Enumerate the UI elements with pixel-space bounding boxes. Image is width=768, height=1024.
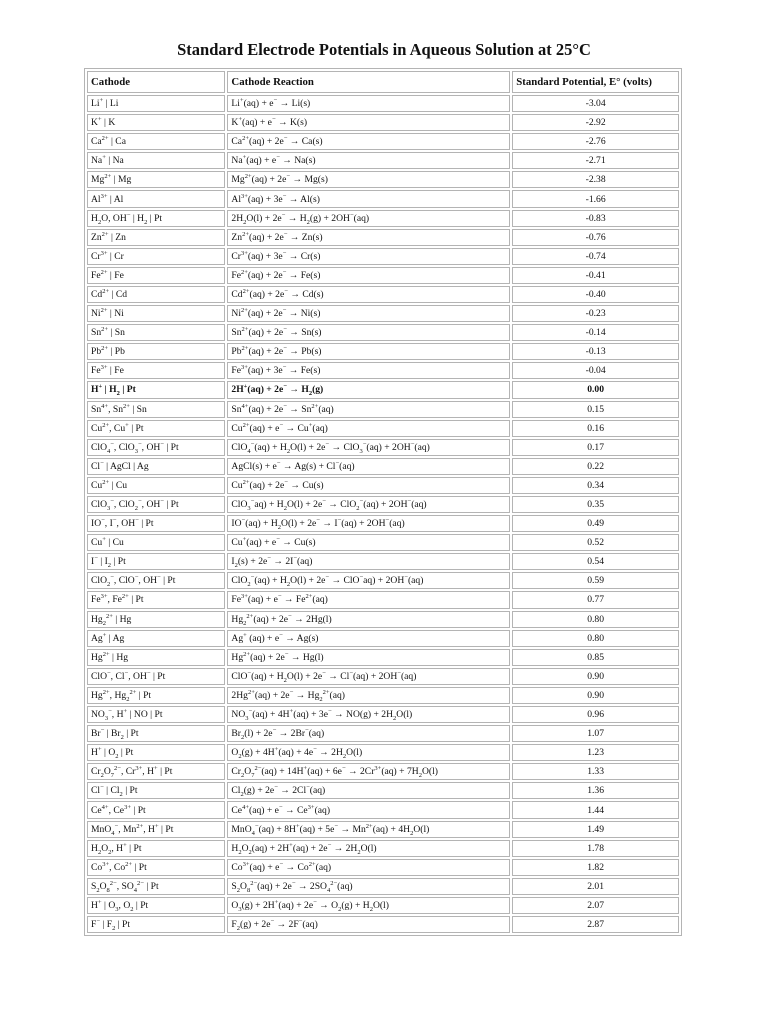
cell-cathode-reaction: $Cl_2(g) + 2e^- \to 2Cl^-(aq)$ — [227, 782, 510, 799]
cell-standard-potential: 0.16 — [512, 420, 679, 437]
table-row — [87, 649, 679, 666]
cell-cathode: $Sn^{2+}$ | Sn — [87, 324, 225, 341]
cell-cathode: Cu+ | Cu — [87, 534, 225, 551]
table-row — [87, 458, 679, 475]
cell-standard-potential: 1.82 — [512, 859, 679, 876]
cell-cathode-reaction: $Mg^{2+}(aq) + 2e^- \to Mg(s)$ — [227, 171, 510, 188]
cell-standard-potential: 1.07 — [512, 725, 679, 742]
cell-cathode: $S_2O_8^{2-}$, $SO_4^{2-}$ | Pt — [87, 878, 225, 895]
table-row — [87, 916, 679, 933]
table-row — [87, 210, 679, 227]
table-row — [87, 286, 679, 303]
cell-cathode: $Cu^{2+}$, Cu+ | Pt — [87, 420, 225, 437]
cell-cathode: $NO_3^-$, H+ | NO | Pt — [87, 706, 225, 723]
cell-standard-potential: 0.34 — [512, 477, 679, 494]
cell-standard-potential: 2.07 — [512, 897, 679, 914]
table-row — [87, 706, 679, 723]
cell-standard-potential: 1.44 — [512, 801, 679, 818]
cell-cathode-reaction: Cu+(aq) + e− → Cu(s) — [227, 534, 510, 551]
cell-standard-potential: 2.87 — [512, 916, 679, 933]
table-row — [87, 190, 679, 207]
cell-cathode-reaction: Na+(aq) + e− → Na(s) — [227, 152, 510, 169]
cell-cathode-reaction: $Cu^{2+}(aq) + e^- \to Cu^+(aq)$ — [227, 420, 510, 437]
cell-cathode: Br− | $Br_2$ | Pt — [87, 725, 225, 742]
cell-cathode-reaction: Li+(aq) + e− → Li(s) — [227, 95, 510, 112]
cell-cathode-reaction: $2H_2O(l) + 2e^- \to H_2(g) + 2OH^-(aq)$ — [227, 210, 510, 227]
cell-standard-potential: 0.80 — [512, 630, 679, 647]
cell-standard-potential: 0.17 — [512, 439, 679, 456]
cell-standard-potential: 1.33 — [512, 763, 679, 780]
table-row — [87, 171, 679, 188]
electrode-potentials-table — [84, 68, 682, 936]
table-row — [87, 420, 679, 437]
cell-cathode-reaction: $Zn^{2+}(aq) + 2e^- \to Zn(s)$ — [227, 229, 510, 246]
cell-cathode: $Cr^{3+}$ | Cr — [87, 248, 225, 265]
cell-cathode: ClO−, Cl−, OH− | Pt — [87, 668, 225, 685]
cell-cathode-reaction: $S_2O_8^{2-}(aq) + 2e^- \to 2SO_4^{2-}(aq)$ — [227, 878, 510, 895]
table-row — [87, 840, 679, 857]
cell-cathode-reaction: $MnO_4^-(aq) + 8H^+(aq) + 5e^- \to Mn^{2+}(aq) + 4H_2O(l)$ — [227, 821, 510, 838]
cell-standard-potential: 0.90 — [512, 687, 679, 704]
cell-cathode: $Hg^{2+}$ | Hg — [87, 649, 225, 666]
cell-cathode-reaction: $Pb^{2+}(aq) + 2e^- \to Pb(s)$ — [227, 343, 510, 360]
cell-cathode: Cl− | $Cl_2$ | Pt — [87, 782, 225, 799]
table-row — [87, 725, 679, 742]
cell-cathode-reaction: $O_3(g) + 2H^+(aq) + 2e^- \to O_2(g) + H_2O(l)$ — [227, 897, 510, 914]
cell-cathode: $Ce^{4+}$, $Ce^{3+}$ | Pt — [87, 801, 225, 818]
cell-cathode: $Fe^{2+}$ | Fe — [87, 267, 225, 284]
cell-cathode-reaction: $Ca^{2+}(aq) + 2e^- \to Ca(s)$ — [227, 133, 510, 150]
table-row — [87, 267, 679, 284]
header-cathode: Cathode — [87, 71, 225, 93]
cell-cathode-reaction: $Ni^{2+}(aq) + 2e^- \to Ni(s)$ — [227, 305, 510, 322]
table-row — [87, 897, 679, 914]
cell-cathode-reaction: Ag+ (aq) + e− → Ag(s) — [227, 630, 510, 647]
cell-cathode-reaction: K+(aq) + e− → K(s) — [227, 114, 510, 131]
cell-cathode: Li+ | Li — [87, 95, 225, 112]
cell-cathode: $Zn^{2+}$ | Zn — [87, 229, 225, 246]
cell-cathode-reaction: $Cr_2O_7^{2-}(aq) + 14H^+(aq) + 6e^- \to 2Cr^{3+}(aq) + 7H_2O(l)$ — [227, 763, 510, 780]
cell-cathode: $Hg_2^{2+}$ | Hg — [87, 611, 225, 628]
cell-cathode-reaction: $NO_3^-(aq) + 4H^+(aq) + 3e^- \to NO(g) + 2H_2O(l)$ — [227, 706, 510, 723]
cell-cathode-reaction: $2Hg^{2+}(aq) + 2e^- \to Hg_2^{2+}(aq)$ — [227, 687, 510, 704]
cell-cathode: H+ | $O_2$ | Pt — [87, 744, 225, 761]
cell-standard-potential: -0.04 — [512, 362, 679, 379]
table-row — [87, 381, 679, 398]
cell-cathode: $H_2O_2$, H+ | Pt — [87, 840, 225, 857]
cell-cathode: $Co^{3+}$, $Co^{2+}$ | Pt — [87, 859, 225, 876]
cell-standard-potential: 0.96 — [512, 706, 679, 723]
table-body — [87, 95, 679, 933]
table-row — [87, 248, 679, 265]
cell-cathode: H+ | $H_2$ | Pt — [87, 381, 225, 398]
cell-standard-potential: 0.80 — [512, 611, 679, 628]
table-row — [87, 572, 679, 589]
cell-cathode: $Ni^{2+}$ | Ni — [87, 305, 225, 322]
cell-cathode-reaction: $Co^{3+}(aq) + e^- \to Co^{2+}(aq)$ — [227, 859, 510, 876]
cell-cathode: H+ | $O_3$, $O_2$ | Pt — [87, 897, 225, 914]
cell-cathode: $Al^{3+}$ | Al — [87, 190, 225, 207]
cell-cathode-reaction: $Cd^{2+}(aq) + 2e^- \to Cd(s)$ — [227, 286, 510, 303]
cell-cathode-reaction: $ClO^-(aq) + H_2O(l) + 2e^- \to Cl^-(aq) + 2OH^-(aq)$ — [227, 668, 510, 685]
page-title: Standard Electrode Potentials in Aqueous Solution at 25°C — [177, 40, 591, 59]
cell-cathode: K+ | K — [87, 114, 225, 131]
table-row — [87, 401, 679, 418]
table-row — [87, 763, 679, 780]
cell-standard-potential: -0.74 — [512, 248, 679, 265]
cell-standard-potential: 1.23 — [512, 744, 679, 761]
cell-cathode-reaction: $Hg^{2+}(aq) + 2e^- \to Hg(l)$ — [227, 649, 510, 666]
cell-cathode-reaction: $Br_2(l) + 2e^- \to 2Br^-(aq)$ — [227, 725, 510, 742]
cell-cathode-reaction: $Hg_2^{2+}(aq) + 2e^- \to 2Hg(l)$ — [227, 611, 510, 628]
cell-cathode: ClO$_4$−, ClO$_3$−, OH− | Pt — [87, 439, 225, 456]
cell-cathode-reaction: $H_2O_2(aq) + 2H^+(aq) + 2e^- \to 2H_2O(l)$ — [227, 840, 510, 857]
table-row — [87, 744, 679, 761]
cell-standard-potential: 0.85 — [512, 649, 679, 666]
table-row — [87, 152, 679, 169]
cell-standard-potential: -0.76 — [512, 229, 679, 246]
table-row — [87, 668, 679, 685]
cell-standard-potential: 2.01 — [512, 878, 679, 895]
cell-cathode-reaction: $ClO_2^-(aq) + H_2O(l) + 2e^- \to ClO^-aq) + 2OH^-(aq)$ — [227, 572, 510, 589]
cell-standard-potential: -0.14 — [512, 324, 679, 341]
cell-standard-potential: 1.49 — [512, 821, 679, 838]
cell-standard-potential: 1.36 — [512, 782, 679, 799]
cell-cathode: $Cr_2O_7^{2-}$, $Cr^{3+}$, H+ | Pt — [87, 763, 225, 780]
cell-cathode-reaction: $Al^{3+}(aq) + 3e^- \to Al(s)$ — [227, 190, 510, 207]
cell-standard-potential: 0.15 — [512, 401, 679, 418]
table-row — [87, 343, 679, 360]
table-row — [87, 687, 679, 704]
cell-standard-potential: 0.52 — [512, 534, 679, 551]
cell-cathode: $Cd^{2+}$ | Cd — [87, 286, 225, 303]
table-row — [87, 782, 679, 799]
cell-standard-potential: -0.41 — [512, 267, 679, 284]
cell-standard-potential: -2.76 — [512, 133, 679, 150]
cell-cathode-reaction: $Cr^{3+}(aq) + 3e^- \to Cr(s)$ — [227, 248, 510, 265]
cell-cathode: $Fe^{3+}$ | Fe — [87, 362, 225, 379]
cell-standard-potential: -1.66 — [512, 190, 679, 207]
cell-standard-potential: 0.49 — [512, 515, 679, 532]
header-cathode-reaction: Cathode Reaction — [227, 71, 510, 93]
cell-cathode-reaction: $Fe^{3+}(aq) + 3e^- \to Fe(s)$ — [227, 362, 510, 379]
cell-cathode: MnO$_4$−, $Mn^{2+}$, H+ | Pt — [87, 821, 225, 838]
table-row — [87, 496, 679, 513]
cell-standard-potential: 0.22 — [512, 458, 679, 475]
cell-cathode-reaction: $Sn^{2+}(aq) + 2e^- \to Sn(s)$ — [227, 324, 510, 341]
table-row — [87, 324, 679, 341]
table-row — [87, 305, 679, 322]
cell-cathode: ClO$_2$−, ClO−, OH− | Pt — [87, 572, 225, 589]
cell-cathode: $Sn^{4+}$, $Sn^{2+}$ | Sn — [87, 401, 225, 418]
cell-cathode-reaction: $Fe^{2+}(aq) + 2e^- \to Fe(s)$ — [227, 267, 510, 284]
cell-standard-potential: 0.59 — [512, 572, 679, 589]
cell-cathode: IO−, I−, OH− | Pt — [87, 515, 225, 532]
cell-cathode: $Pb^{2+}$ | Pb — [87, 343, 225, 360]
cell-cathode-reaction: $Cu^{2+}(aq) + 2e^- \to Cu(s)$ — [227, 477, 510, 494]
table-row — [87, 229, 679, 246]
table-row — [87, 630, 679, 647]
table-row — [87, 801, 679, 818]
table-row — [87, 534, 679, 551]
table-row — [87, 362, 679, 379]
cell-cathode-reaction: $Sn^{4+}(aq) + 2e^- \to Sn^{2+}(aq)$ — [227, 401, 510, 418]
table-row — [87, 611, 679, 628]
table-row — [87, 133, 679, 150]
cell-standard-potential: -2.71 — [512, 152, 679, 169]
cell-standard-potential: 1.78 — [512, 840, 679, 857]
cell-cathode: ClO$_3$−, ClO$_2$−, OH− | Pt — [87, 496, 225, 513]
cell-cathode: $Fe^{3+}$, $Fe^{2+}$ | Pt — [87, 591, 225, 608]
cell-cathode: $H_2O$, OH− | $H_2$ | Pt — [87, 210, 225, 227]
cell-cathode-reaction: $O_2(g) + 4H^+(aq) + 4e^- \to 2H_2O(l)$ — [227, 744, 510, 761]
cell-cathode-reaction: $Fe^{3+}(aq) + e^- \to Fe^{2+}(aq)$ — [227, 591, 510, 608]
table-row — [87, 114, 679, 131]
table-row — [87, 878, 679, 895]
table-header-row — [87, 71, 679, 93]
cell-cathode: $Hg^{2+}$, $Hg_2^{2+}$ | Pt — [87, 687, 225, 704]
cell-cathode: $Cu^{2+}$ | Cu — [87, 477, 225, 494]
cell-cathode-reaction: $I_2(s) + 2e^- \to 2I^-(aq)$ — [227, 553, 510, 570]
cell-standard-potential: 0.00 — [512, 381, 679, 398]
cell-cathode-reaction: $ClO_3^-aq) + H_2O(l) + 2e^- \to ClO_2^-(aq) + 2OH^-(aq)$ — [227, 496, 510, 513]
cell-cathode: I− | $I_2$ | Pt — [87, 553, 225, 570]
table-row — [87, 591, 679, 608]
cell-cathode: F− | $F_2$ | Pt — [87, 916, 225, 933]
cell-standard-potential: 0.54 — [512, 553, 679, 570]
cell-cathode: Cl− | AgCl | Ag — [87, 458, 225, 475]
cell-cathode-reaction: $ClO_4^-(aq) + H_2O(l) + 2e^- \to ClO_3^-(aq) + 2OH^-(aq)$ — [227, 439, 510, 456]
cell-standard-potential: -0.40 — [512, 286, 679, 303]
cell-cathode: $Mg^{2+}$ | Mg — [87, 171, 225, 188]
cell-standard-potential: -0.13 — [512, 343, 679, 360]
table-row — [87, 821, 679, 838]
cell-standard-potential: -0.83 — [512, 210, 679, 227]
cell-cathode-reaction: $IO^-(aq) + H_2O(l) + 2e^- \to I^-(aq) + 2OH^-(aq)$ — [227, 515, 510, 532]
cell-cathode-reaction: $Ce^{4+}(aq) + e^- \to Ce^{3+}(aq)$ — [227, 801, 510, 818]
table-row — [87, 553, 679, 570]
table-row — [87, 95, 679, 112]
cell-cathode-reaction: $F_2(g) + 2e^- \to 2F^-(aq)$ — [227, 916, 510, 933]
cell-standard-potential: -2.38 — [512, 171, 679, 188]
cell-standard-potential: -2.92 — [512, 114, 679, 131]
cell-cathode: Na+ | Na — [87, 152, 225, 169]
cell-cathode: Ag+ | Ag — [87, 630, 225, 647]
table-row — [87, 439, 679, 456]
cell-cathode: $Ca^{2+}$ | Ca — [87, 133, 225, 150]
table-row — [87, 515, 679, 532]
cell-standard-potential: -0.23 — [512, 305, 679, 322]
table-row — [87, 477, 679, 494]
cell-standard-potential: 0.35 — [512, 496, 679, 513]
cell-standard-potential: 0.77 — [512, 591, 679, 608]
cell-standard-potential: 0.90 — [512, 668, 679, 685]
cell-standard-potential: -3.04 — [512, 95, 679, 112]
header-standard-potential: Standard Potential, E° (volts) — [512, 71, 679, 93]
cell-cathode-reaction: $2H^+(aq) + 2e^- \to H_2(g)$ — [227, 381, 510, 398]
cell-cathode-reaction: AgCl(s) + e− → Ag(s) + Cl−(aq) — [227, 458, 510, 475]
table-row — [87, 859, 679, 876]
